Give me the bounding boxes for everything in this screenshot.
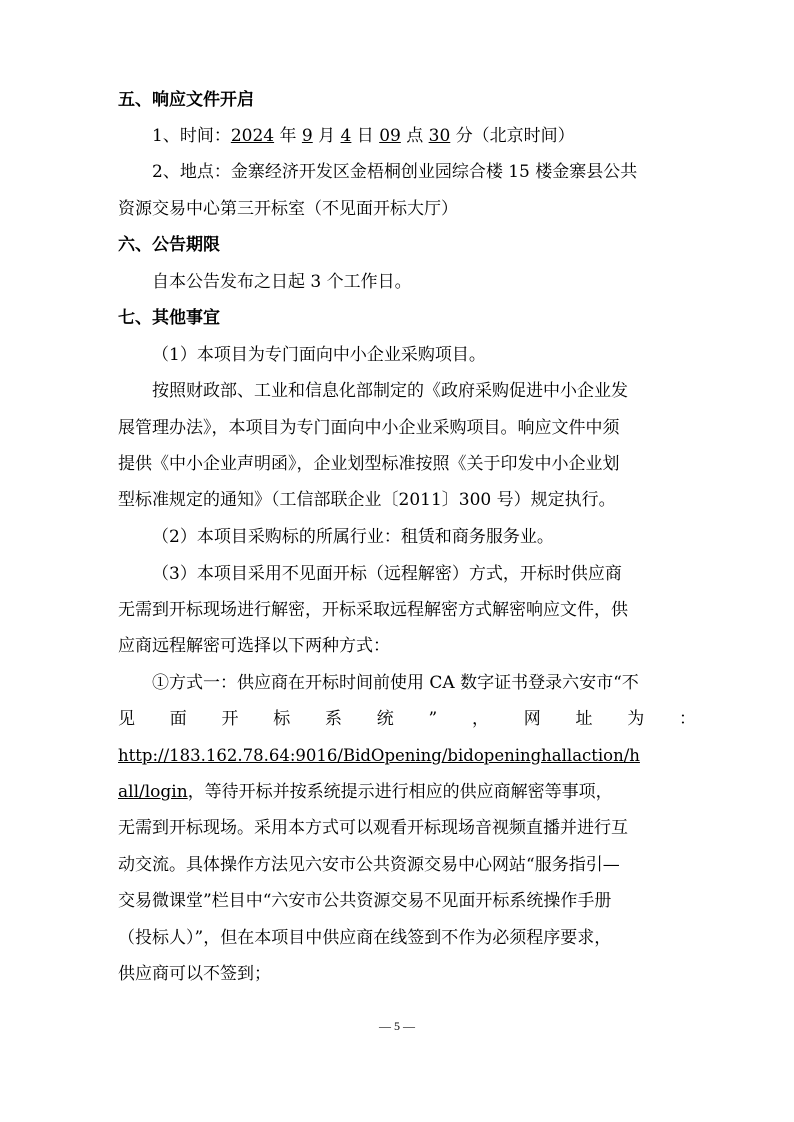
opening-place-line-2: 资源交易中心第三开标室（不见面开标大厅） xyxy=(118,199,458,219)
method-1-line: 交易微课堂”栏目中“六安市公共资源交易不见面开标系统操作手册 xyxy=(118,891,612,911)
method-1-line: ①方式一：供应商在开标时间前使用 CA 数字证书登录六安市“不 xyxy=(152,673,639,693)
page-number: — 5 — xyxy=(379,1019,415,1033)
item-3-line: 无需到开标现场进行解密，开标采取远程解密方式解密响应文件，供 xyxy=(118,600,628,620)
opening-time: 1、时间：2024 年 9 月 4 日 09 点 30 分（北京时间） xyxy=(152,126,575,146)
method-1-spread-line: 见 面 开 标 系 统 ” ， 网 址 为 ： xyxy=(118,709,696,729)
item-2-text: （2）本项目采购标的所属行业：租赁和商务服务业。 xyxy=(152,527,554,547)
item-3-line: 应商远程解密可选择以下两种方式： xyxy=(118,636,390,656)
method-1-url-continuation: all/login，等待开标并按系统提示进行相应的供应商解密等事项， xyxy=(118,782,613,802)
bid-opening-url-link-tail[interactable]: all/login xyxy=(118,782,188,802)
sme-paragraph-line: 型标准规定的通知》（工信部联企业〔2011〕300 号）规定执行。 xyxy=(118,490,616,510)
item-3-line: （3）本项目采用不见面开标（远程解密）方式，开标时供应商 xyxy=(152,564,622,584)
section-5-heading: 五、响应文件开启 xyxy=(118,90,254,110)
section-6-heading: 六、公告期限 xyxy=(118,235,220,255)
sme-paragraph-line: 提供《中小企业声明函》，企业划型标准按照《关于印发中小企业划 xyxy=(118,454,620,474)
sme-paragraph-line: 按照财政部、工业和信息化部制定的《政府采购促进中小企业发 xyxy=(152,381,628,401)
notice-period-text: 自本公告发布之日起 3 个工作日。 xyxy=(152,272,412,292)
method-1-line: （投标人）”，但在本项目中供应商在线签到不作为必须程序要求， xyxy=(118,928,612,948)
sme-paragraph-line: 展管理办法》，本项目为专门面向中小企业采购项目。响应文件中须 xyxy=(118,418,620,438)
section-7-heading: 七、其他事宜 xyxy=(118,308,220,328)
method-1-line: 供应商可以不签到； xyxy=(118,964,271,984)
method-1-line: 动交流。具体操作方法见六安市公共资源交易中心网站“服务指引— xyxy=(118,855,620,875)
opening-place-line-1: 2、地点：金寨经济开发区金梧桐创业园综合楼 15 楼金寨县公共 xyxy=(152,162,638,182)
bid-opening-url-link[interactable]: http://183.162.78.64:9016/BidOpening/bidopeninghallaction/h xyxy=(118,746,640,765)
item-1-text: （1）本项目为专门面向中小企业采购项目。 xyxy=(152,345,486,365)
method-1-line: 无需到开标现场。采用本方式可以观看开标现场音视频直播并进行互 xyxy=(118,818,628,838)
